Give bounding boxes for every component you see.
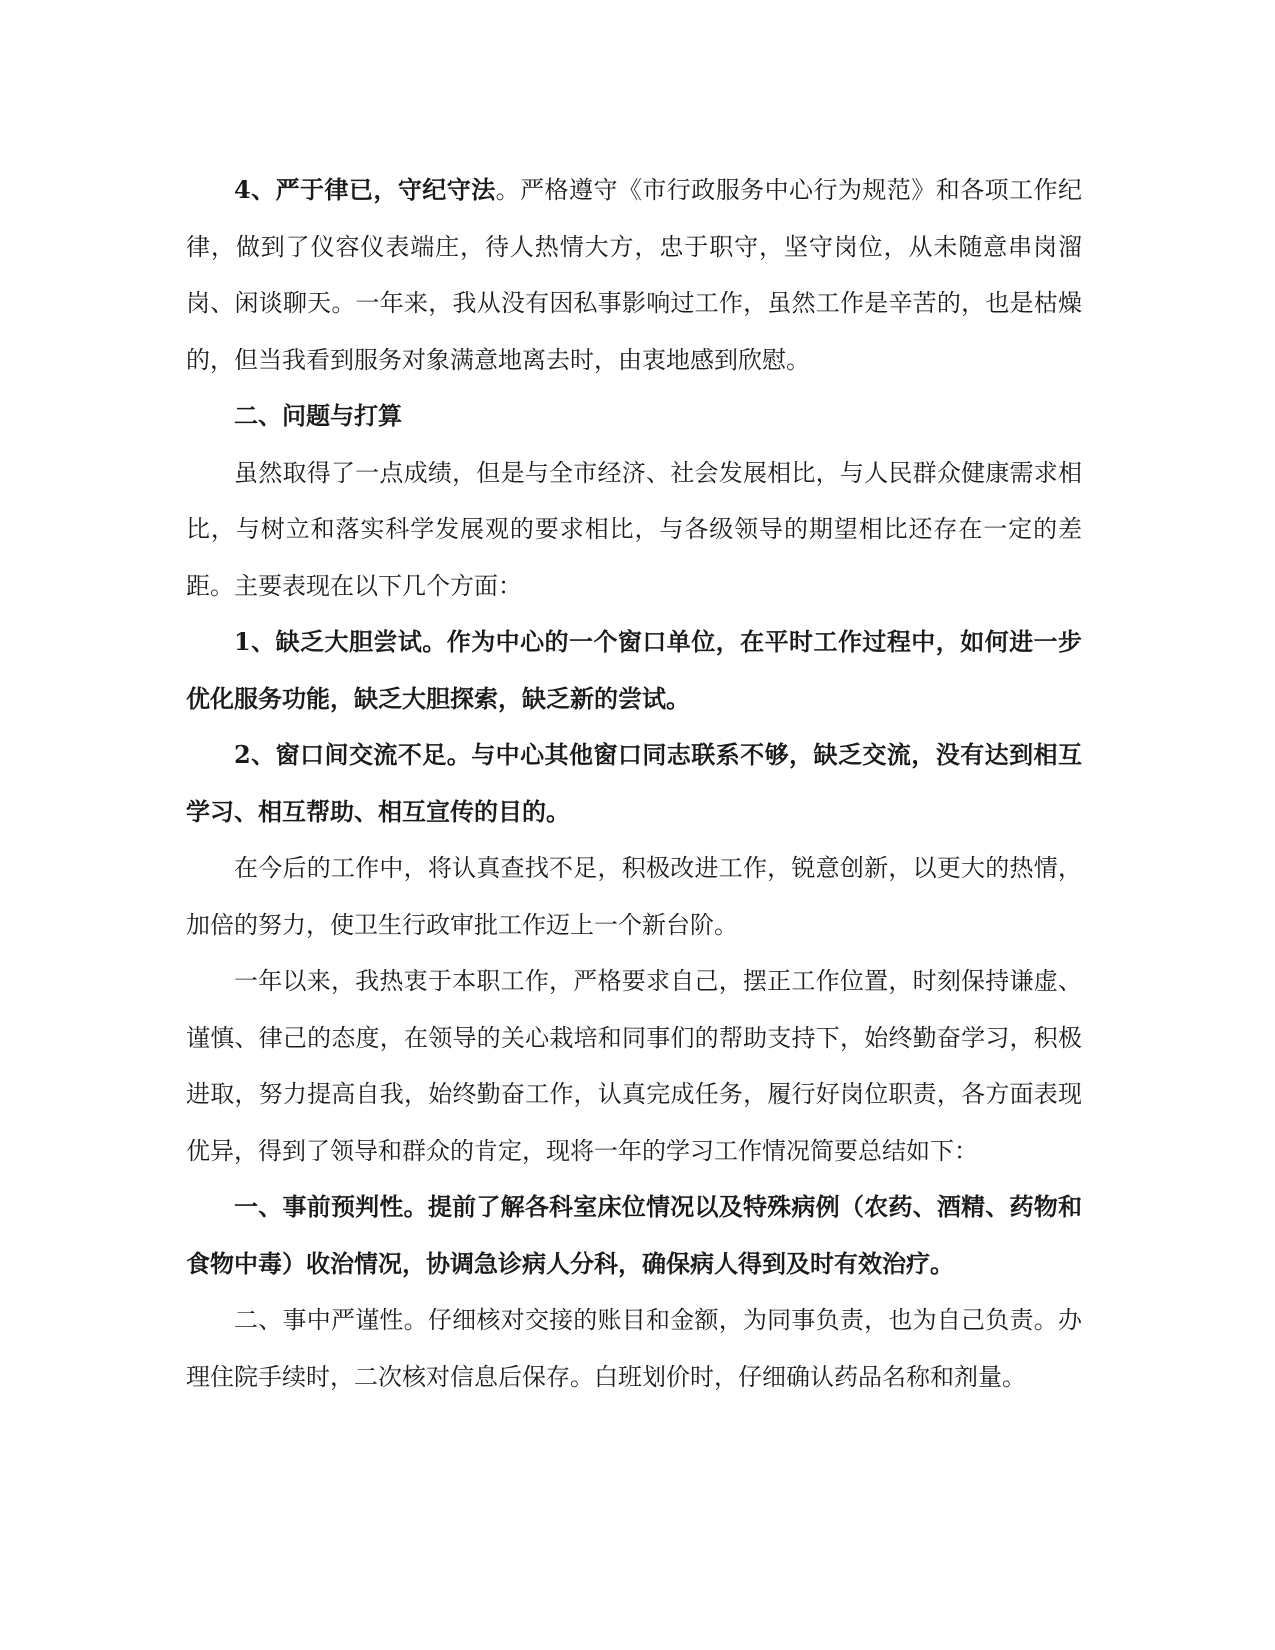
- section-heading-problems-plans: 二、问题与打算: [234, 401, 402, 430]
- paragraph-discipline: [186, 162, 1082, 388]
- paragraph-insufficient-communication: 2、窗口间交流不足。与中心其他窗口同志联系不够，缺乏交流，没有达到相互学习、相互帮助、相互宣传的目的。: [186, 740, 1082, 826]
- paragraph-lack-of-attempts: 1、缺乏大胆尝试。作为中心的一个窗口单位，在平时工作过程中，如何进一步优化服务功能，缺乏大胆探索，缺乏新的尝试。: [186, 627, 1082, 713]
- paragraph-year-summary: 一年以来，我热衷于本职工作，严格要求自己，摆正工作位置，时刻保持谦虚、谨慎、律己的态度，在领导的关心栽培和同事们的帮助支持下，始终勤奋学习，积极进取，努力提高自我，始终勤奋工作，认真完成任务，履行好岗位职责，各方面表现优异，得到了领导和群众的肯定，现将一年的学习工作情况简要总结如下：: [186, 967, 1082, 1165]
- paragraph-gap-summary: 虽然取得了一点成绩，但是与全市经济、社会发展相比，与人民群众健康需求相比，与树立和落实科学发展观的要求相比，与各级领导的期望相比还存在一定的差距。主要表现在以下几个方面：: [186, 458, 1082, 600]
- paragraph-rigor: 二、事中严谨性。仔细核对交接的账目和金额，为同事负责，也为自己负责。办理住院手续时，二次核对信息后保存。白班划价时，仔细确认药品名称和剂量。: [186, 1306, 1082, 1391]
- paragraph-future-work: 在今后的工作中，将认真查找不足，积极改进工作，锐意创新，以更大的热情，加倍的努力，使卫生行政审批工作迈上一个新台阶。: [186, 854, 1082, 939]
- paragraph-lead-bold: 4、严于律已，守纪守法: [234, 175, 496, 204]
- document-body: [186, 162, 1082, 1405]
- paragraph-pre-judgment: 一、事前预判性。提前了解各科室床位情况以及特殊病例（农药、酒精、药物和食物中毒）收治情况，协调急诊病人分科，确保病人得到及时有效治疗。: [186, 1192, 1082, 1278]
- paragraph-text: 。严格遵守《市行政服务中心行为规范》和各项工作纪律，做到了仪容仪表端庄，待人热情大方，忠于职守，坚守岗位，从未随意串岗溜岗、闲谈聊天。一年来，我从没有因私事影响过工作，虽然工作是辛苦的，也是枯燥的，但当我看到服务对象满意地离去时，由衷地感到欣慰。: [186, 176, 1083, 374]
